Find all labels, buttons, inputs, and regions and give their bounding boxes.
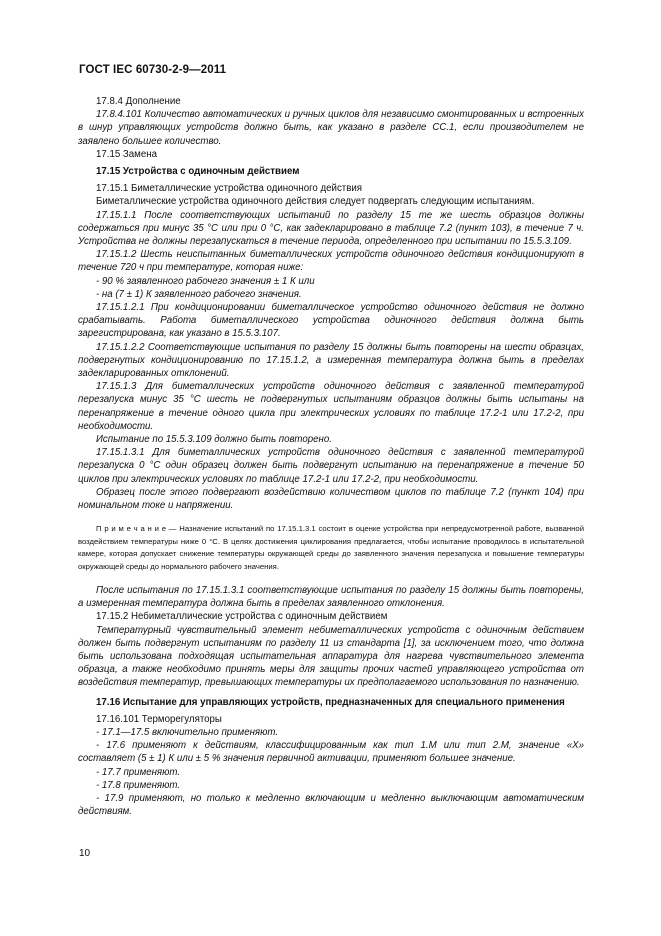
paragraph: Температурный чувствительный элемент небиметаллических устройств с одиночным действием должен быть подвергнут испытаниям по разделу 11 из стандарта [1], за исключением того, что должна быть использована подходящая испытательная аппаратура для нагрева чувствительного элемента образца, а также необходимо принять меры для защиты прочих частей управляющего устройства от воздействия температур, превышающих температуры их предполагаемого использования по назначению. xyxy=(78,624,584,689)
document-header: ГОСТ IEC 60730-2-9—2011 xyxy=(79,64,227,76)
list-item: - 17.1—17.5 включительно применяют. xyxy=(96,726,279,738)
paragraph: 17.15 Замена xyxy=(96,148,157,160)
paragraph: После испытания по 17.15.1.3.1 соответствующие испытания по разделу 15 должны быть повторены, а измеренная температура должна быть в пределах заявленного отклонения. xyxy=(78,584,584,610)
paragraph: 17.15.1.3 Для биметаллических устройств одиночного действия с заявленной температурой перезапуска минус 35 °С шесть не подвергнутых испытаниям образцов должны быть испытаны на перенапряжение в течение одного цикла при электрических условиях по таблице 17.2-1 или 17.2-2, при необходимости. xyxy=(78,381,584,432)
paragraph: 17.15.1.1 После соответствующих испытаний по разделу 15 те же шесть образцов должны содержаться при минус 35 °С или при 0 °С, как задекларировано в таблице 7.2 (пункт 103), в течение 7 ч. Устройства не должны перезапускаться в течение периода, определенного при испытании по 15.5.3.109. xyxy=(78,209,584,248)
list-item: - 17.9 применяют, но только к медленно включающим и медленно выключающим автоматическим действиям. xyxy=(78,792,584,818)
list-item: - 17.6 применяют к действиям, классифицированным как тип 1.М или тип 2.М, значение «Х» составляет (5 ± 1) К или ± 5 % значения первичной активации, применяют большее значение. xyxy=(78,740,584,765)
section-heading: 17.15 Устройства с одиночным действием xyxy=(96,166,300,178)
paragraph: 17.15.2 Небиметаллические устройства с одиночным действием xyxy=(96,611,388,623)
paragraph: 17.15.1.3.1 Для биметаллических устройств одиночного действия с заявленной температурой перезапуска 0 °С один образец должен быть подвергнут испытанию на перенапряжение в течение 50 циклов при электрических условиях по таблице 17.2-1 или 17.2-2, при необходимости. xyxy=(78,447,584,485)
paragraph: 17.15.1.2.2 Соответствующие испытания по разделу 15 должны быть повторены на шести образцах, подвергнутых кондиционированию по 17.15.1.2, а измеренная температура должна быть в пределах задекларированных отклонений. xyxy=(78,341,584,380)
list-item: - 90 % заявленного рабочего значения ± 1 К или xyxy=(96,275,315,287)
paragraph: 17.8.4.101 Количество автоматических и ручных циклов для независимо смонтированных и встроенных в шнур управляющих устройств должно быть, как указано в разделе СС.1, если производителем не заявлено большее количество. xyxy=(78,109,584,147)
page-number: 10 xyxy=(79,848,91,859)
paragraph: 17.8.4 Дополнение xyxy=(96,96,181,107)
paragraph: 17.15.1 Биметаллические устройства одиночного действия xyxy=(96,183,363,195)
list-item: - 17.7 применяют. xyxy=(96,766,181,778)
list-item: - на (7 ± 1) К заявленного рабочего значения. xyxy=(96,288,302,300)
paragraph: Биметаллические устройства одиночного действия следует подвергать следующим испытаниям. xyxy=(96,196,535,208)
paragraph: Образец после этого подвергают воздействию количеством циклов по таблице 7.2 (пункт 104) при номинальном токе и напряжении. xyxy=(78,486,584,512)
paragraph: 17.15.1.2 Шесть неиспытанных биметаллических устройств одиночного действия кондиционируют в течение 720 ч при температуре, которая ниже: xyxy=(78,249,584,274)
list-item: - 17.8 применяют. xyxy=(96,779,181,791)
paragraph: Испытание по 15.5.3.109 должно быть повторено. xyxy=(96,434,332,446)
note: П р и м е ч а н и е — Назначение испытаний по 17.15.1.3.1 состоит в оценке устройства при непредусмотренной работе, вызванной воздействием температуры ниже 0 °С. В целях достижения циклирования предлагается, чтобы испытание проводилось в испытательной камере, которая допускает снижение температуры окружающей среды до заявленного значения перезапуска и повышение температуры окружающей среды до нормального рабочего значения. xyxy=(78,524,584,571)
page-body xyxy=(78,95,584,818)
paragraph: 17.15.1.2.1 При кондиционировании биметаллическое устройство одиночного действия не должно срабатывать. Работа биметаллического устройства одиночного действия должна быть зарегистрирована, как указано в 15.5.3.107. xyxy=(78,302,584,340)
paragraph: 17.16.101 Терморегуляторы xyxy=(96,713,222,725)
section-heading: 17.16 Испытание для управляющих устройств, предназначенных для специального применения xyxy=(96,696,565,708)
